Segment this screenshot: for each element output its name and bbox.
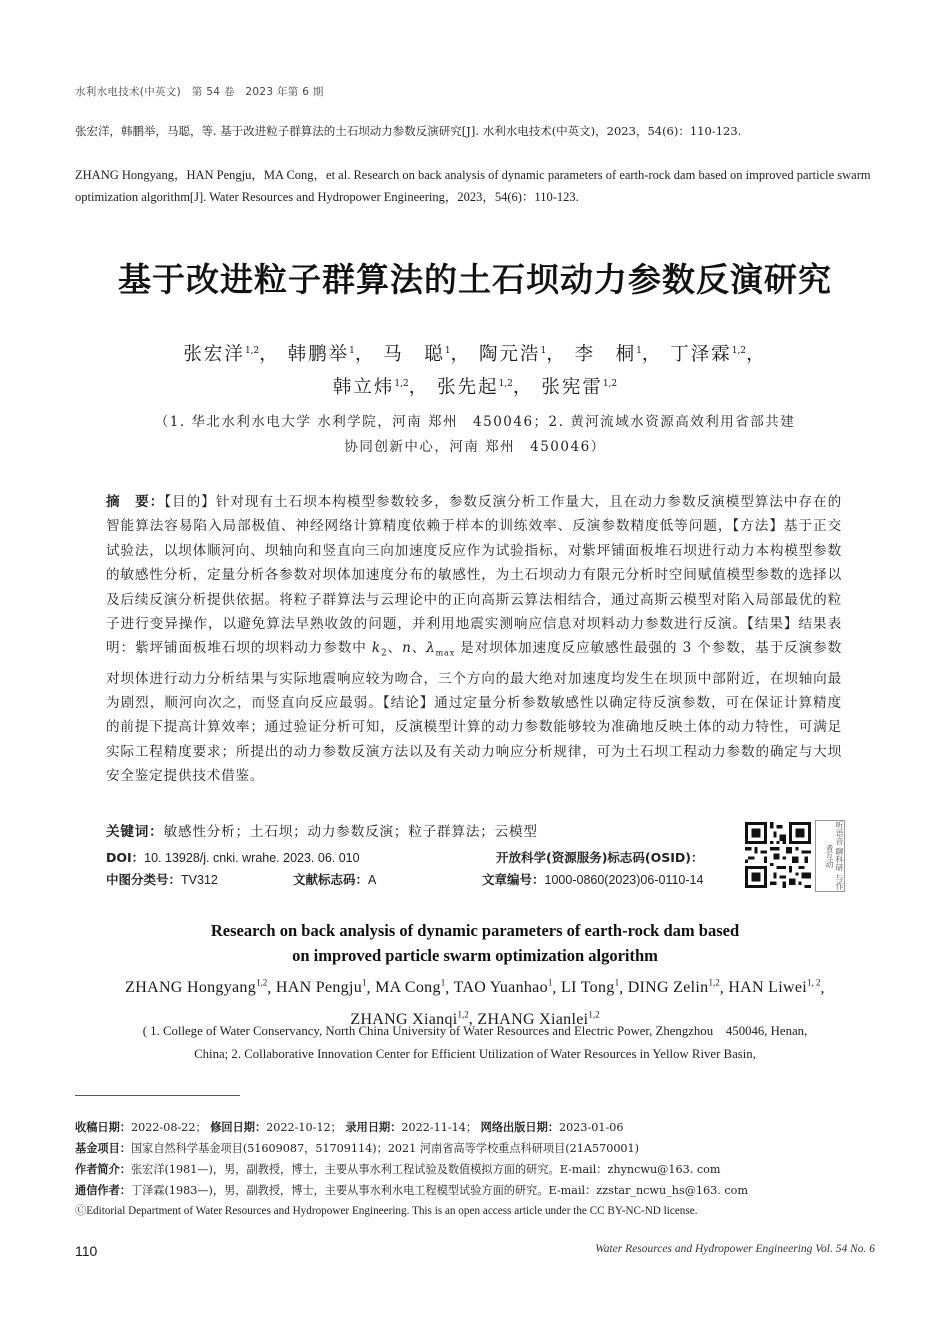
- received-value: 2022-08-22；: [130, 1121, 207, 1134]
- purpose-tag: 【目的】: [164, 494, 216, 510]
- fund-label: 基金项目：: [75, 1142, 131, 1155]
- affiliation-en-line1: ( 1. College of Water Conservancy, North China University of Water Resources and Electric Power, Zhengzhou 450046, Henan,: [142, 1024, 808, 1038]
- author-bio-value: 张宏洋(1981—)，男，副教授，博士，主要从事水利工程试验及数值模拟方面的研究。E-mail：zhyncwu@163. com: [130, 1163, 721, 1176]
- param-k-sub: 2: [380, 649, 388, 660]
- clc-value: TV312: [181, 873, 218, 887]
- affiliation-en-line2: China; 2. Collaborative Innovation Center for Efficient Utilization of Water Resources in Yellow River Basin,: [194, 1047, 756, 1061]
- fund-line: [75, 1138, 885, 1159]
- title-en: [0, 918, 950, 968]
- author: 张宏洋$^{1,2}$: [183, 344, 260, 365]
- received-label: 收稿日期：: [75, 1121, 131, 1134]
- author: 李 桐$^1$: [574, 344, 642, 365]
- keywords-label: 关键词：: [106, 824, 164, 840]
- author: HAN Liwei$^{1, 2}$: [728, 978, 821, 997]
- abstract-result-pre: 结果表明：紫坪铺面板堆石坝的坝料动力参数中: [106, 616, 842, 657]
- journal-header: 水利水电技术(中英文) 第 54 卷 2023 年第 6 期: [75, 86, 324, 98]
- title-en-line2: on improved particle swarm optimization algorithm: [292, 946, 658, 965]
- conclusion-tag: 【结论】: [382, 694, 435, 711]
- abstract: [106, 490, 842, 789]
- corresponding-label: 通信作者：: [75, 1184, 131, 1197]
- author: TAO Yuanhao$^1$: [453, 978, 553, 997]
- abstract-purpose: 针对现有土石坝本构模型参数较多，参数反演分析工作量大，且在动力参数反演模型算法中存在的智能算法容易陷入局部极值、神经网络计算精度依赖于样本的训练效率、反演参数精度低等问题，: [106, 494, 843, 535]
- affiliation-cn-line2: 协同创新中心，河南 郑州 450046）: [344, 439, 606, 455]
- author: ZHANG Xianqi$^{1,2}$: [350, 1009, 469, 1028]
- title-en-line1: Research on back analysis of dynamic parameters of earth-rock dam based: [210, 921, 740, 940]
- revised-label: 修回日期：: [210, 1121, 267, 1134]
- revised-value: 2022-10-12；: [266, 1121, 342, 1134]
- author: 丁泽霖$^{1,2}$: [670, 344, 747, 365]
- affiliation-cn-line1: （1. 华北水利水电大学 水利学院，河南 郑州 450046；2. 黄河流域水资源高效利用省部共建: [154, 414, 796, 430]
- dates-line: [75, 1117, 885, 1138]
- abstract-conclusion: 通过定量分析参数敏感性以确定待反演参数，可在保证计算精度的前提下提高计算效率；通过验证分析可知，反演模型计算的动力参数能够较为准确地反映土体的动力特性，可满足实际工程精度要求；所提出的动力参数反演方法以及有关动力响应分析规律，可为土石坝工程动力参数的确定与大坝安全鉴定提供技术借鉴。: [106, 694, 843, 785]
- author: ZHANG Hongyang$^{1,2}$: [125, 978, 268, 997]
- online-label: 网络出版日期：: [480, 1121, 559, 1134]
- abstract-method: 基于正交试验法，以坝体顺河向、坝轴向和竖直向三向加速度反应作为试验指标，对紫坪铺面板堆石坝进行动力本构模型参数的敏感性分析，定量分析各参数对坝体加速度分布的敏感性，为土石坝动力有限元分析时空间赋值模型参数的选择以及后续反演分析提供依据。将粒子群算法与云理论中的正向高斯云算法相结合，通过高斯云模型对陷入局部最优的粒子进行变异操作，以避免算法早熟收敛的问题，并利用地震实测响应信息对坝料动力参数进行反演。: [106, 518, 843, 633]
- separator: 、: [411, 640, 427, 657]
- author: HAN Pengju$^1$: [275, 978, 367, 997]
- method-tag: 【方法】: [732, 518, 784, 535]
- accepted-value: 2022-11-14；: [401, 1121, 478, 1134]
- author: DING Zelin$^{1,2}$: [627, 978, 720, 997]
- param-k: k: [371, 640, 381, 657]
- footer-journal: Water Resources and Hydropower Engineering Vol. 54 No. 6: [595, 1243, 875, 1255]
- abstract-result-post: 是对坝体加速度反应敏感性最强的 3 个参数，基于反演参数对坝体进行动力分析结果与实际地震响应较为吻合，三个方向的最大绝对加速度均发生在坝顶中部附近，在坝轴向最为剧烈，顺河向次之，而竖直向反应最弱。: [106, 640, 842, 711]
- citation-en: ZHANG Hongyang，HAN Pengju，MA Cong，et al. Research on back analysis of dynamic parameters of earth-rock dam based on improved particle swarm optimization algorithm[J]. Water Resources and Hydropower Engineering，2023，54(6)：110-123.: [75, 168, 871, 204]
- author: 韩立炜$^{1,2}$: [332, 377, 409, 398]
- author: MA Cong$^1$: [375, 978, 446, 997]
- authors-cn-line2: 韩立炜$^{1,2}$， 张先起$^{1,2}$， 张宪雷$^{1,2}$: [332, 377, 618, 398]
- doi-value[interactable]: 10. 13928/j. cnki. wrahe. 2023. 06. 010: [144, 851, 360, 865]
- author: LI Tong$^1$: [561, 978, 620, 997]
- osid: [496, 848, 704, 866]
- article-no-value: 1000-0860(2023)06-0110-14: [544, 873, 704, 887]
- keywords: [106, 820, 538, 840]
- title-cn: 基于改进粒子群算法的土石坝动力参数反演研究: [118, 260, 832, 299]
- online-value: 2023-01-06: [558, 1121, 624, 1134]
- doi: [106, 848, 360, 866]
- keywords-value: 敏感性分析；土石坝；动力参数反演；粒子群算法；云模型: [163, 824, 538, 840]
- article-no: [482, 870, 703, 888]
- author: 张宪雷$^{1,2}$: [541, 377, 618, 398]
- author-bio-line: [75, 1159, 885, 1180]
- author: 张先起$^{1,2}$: [437, 377, 513, 398]
- doc-code-label: 文献标志码：: [293, 872, 369, 887]
- affiliation-en: [95, 1020, 855, 1066]
- clc: [106, 870, 218, 888]
- citation-cn: 张宏洋，韩鹏举，马聪，等. 基于改进粒子群算法的土石坝动力参数反演研究[J]. 水利水电技术(中英文)，2023，54(6)：110-123.: [75, 124, 742, 138]
- page-number: 110: [75, 1243, 98, 1259]
- qr-side-label: 听语音 聊科研 与作者互动: [815, 820, 845, 892]
- osid-label: 开放科学(资源服务)标志码(OSID)：: [496, 850, 704, 865]
- corresponding-line: [75, 1180, 885, 1201]
- accepted-label: 录用日期：: [345, 1121, 402, 1134]
- result-tag: 【结果】: [746, 616, 799, 633]
- authors-en-line2: ZHANG Xianqi$^{1,2}$, ZHANG Xianlei$^{1,2}$: [350, 1009, 600, 1028]
- license-line: ⒸEditorial Department of Water Resources and Hydropower Engineering. This is an open access article under the CC BY-NC-ND license.: [75, 1205, 698, 1217]
- author: 陶元浩$^1$: [478, 344, 547, 365]
- abstract-label: 摘 要：: [106, 494, 165, 510]
- param-lambda: λ: [426, 640, 436, 657]
- doc-code: [293, 870, 376, 888]
- doc-code-value: A: [368, 873, 377, 887]
- doi-label: DOI：: [106, 850, 145, 865]
- param-lambda-sub: max: [435, 649, 455, 659]
- qr-code-icon[interactable]: [745, 822, 811, 888]
- footnotes: [75, 1117, 885, 1222]
- author-bio-label: 作者简介：: [75, 1163, 131, 1176]
- authors-en-line1: ZHANG Hongyang$^{1,2}$, HAN Pengju$^1$, MA Cong$^1$, TAO Yuanhao$^1$, LI Tong$^1$, DING Zelin$^{1,2}$, HAN Liwei$^{1, 2}$,: [125, 978, 825, 997]
- clc-label: 中图分类号：: [106, 872, 182, 887]
- authors-cn-line1: 张宏洋$^{1,2}$， 韩鹏举$^1$， 马 聪$^1$， 陶元浩$^1$， 李 桐$^1$， 丁泽霖$^{1,2}$，: [183, 344, 767, 365]
- param-n: n: [402, 640, 412, 657]
- author: 马 聪$^1$: [383, 344, 451, 365]
- article-no-label: 文章编号：: [482, 872, 545, 887]
- separator: 、: [387, 640, 403, 657]
- footnote-divider: [75, 1095, 240, 1096]
- author: 韩鹏举$^1$: [287, 344, 355, 365]
- corresponding-value: 丁泽霖(1983—)，男，副教授，博士，主要从事水利水电工程模型试验方面的研究。E-mail：zzstar_ncwu_hs@163. com: [130, 1184, 748, 1197]
- author: ZHANG Xianlei$^{1,2}$: [477, 1009, 600, 1028]
- fund-value: 国家自然科学基金项目(51609087，51709114)；2021 河南省高等学校重点科研项目(21A570001): [130, 1142, 640, 1155]
